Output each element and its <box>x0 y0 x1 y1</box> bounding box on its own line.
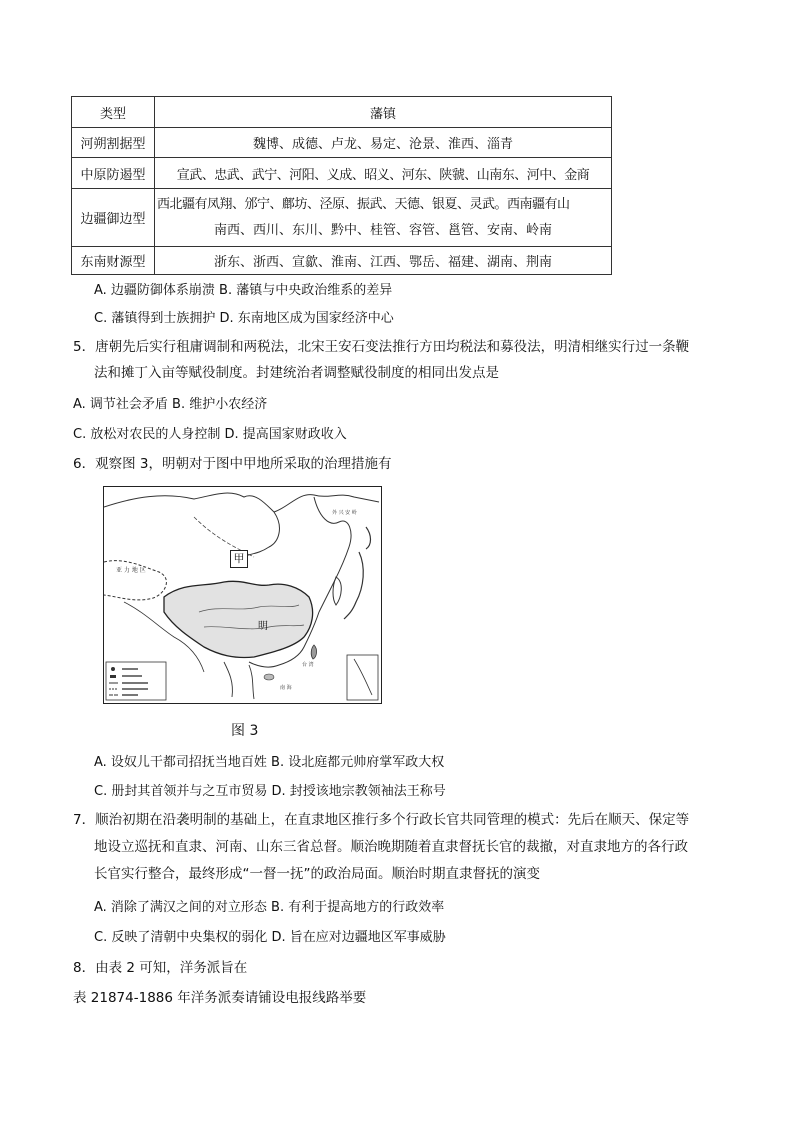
table-header-row <box>72 97 612 128</box>
table-row <box>72 247 612 275</box>
row-content-line: 南西、西川、东川、黔中、桂管、容管、邕管、安南、岭南 <box>213 222 552 238</box>
q7-stem-line3: 长官实行整合，最终形成“一督一抚”的政治局面。顺治时期直隶督抚的演变 <box>94 866 540 882</box>
map-label-ming: 明 <box>258 621 268 632</box>
q5-stem-line1: 5．唐朝先后实行租庸调制和两税法，北宋王安石变法推行方田均税法和募役法，明清相继实行过一条鞭 <box>73 339 690 355</box>
map-caption: 图 3 <box>231 723 259 739</box>
q5-option-ab: A. 调节社会矛盾 B. 维护小农经济 <box>73 397 268 412</box>
map-mark-jia: 甲 <box>230 550 248 568</box>
map-drawing <box>104 487 380 702</box>
table2-title: 表 21874-1886 年洋务派奏请铺设电报线路举要 <box>73 990 367 1006</box>
q8-stem: 8．由表 2 可知，洋务派旨在 <box>73 960 248 976</box>
table-row <box>72 158 612 189</box>
row-type: 中原防遏型 <box>72 158 155 189</box>
q7-option-ab: A. 消除了满汉之间的对立形态 B. 有利于提高地方的行政效率 <box>94 900 445 915</box>
map-label-sea: 南 海 <box>280 685 292 691</box>
q4-option-ab: A. 边疆防御体系崩溃 B. 藩镇与中央政治维系的差异 <box>94 283 393 298</box>
row-content: 浙东、浙西、宣歙、淮南、江西、鄂岳、福建、湖南、荆南 <box>155 247 612 275</box>
map-label-island: 台 湾 <box>302 662 314 668</box>
row-content: 魏博、成德、卢龙、易定、沧景、淮西、淄青 <box>155 128 612 158</box>
q7-stem-line1: 7．顺治初期在沿袭明制的基础上，在直隶地区推行多个行政长官共同管理的模式：先后在顺天、保定等 <box>73 812 690 828</box>
q4-option-cd: C. 藩镇得到士族拥护 D. 东南地区成为国家经济中心 <box>94 311 394 326</box>
table-row <box>72 128 612 158</box>
q5-stem-line2: 法和摊丁入亩等赋役制度。封建统治者调整赋役制度的相同出发点是 <box>94 365 499 381</box>
row-type: 河朔割据型 <box>72 128 155 158</box>
q7-stem-line2: 地设立巡抚和直隶、河南、山东三省总督。顺治晚期随着直隶督抚长官的裁撤，对直隶地方的各行政 <box>94 839 688 855</box>
row-type: 东南财源型 <box>72 247 155 275</box>
q6-stem: 6．观察图 3，明朝对于图中甲地所采取的治理措施有 <box>73 456 392 472</box>
q7-option-cd: C. 反映了清朝中央集权的弱化 D. 旨在应对边疆地区军事威胁 <box>94 930 446 945</box>
row-content <box>155 189 612 247</box>
row-type: 边疆御边型 <box>72 189 155 247</box>
map-label-west: 亚 力 地 区 <box>116 567 146 574</box>
map-figure <box>103 486 382 704</box>
q6-option-cd: C. 册封其首领并与之互市贸易 D. 封授该地宗教领袖法王称号 <box>94 784 446 799</box>
q6-option-ab: A. 设奴儿干都司招抚当地百姓 B. 设北庭都元帅府掌军政大权 <box>94 755 445 770</box>
q5-option-cd: C. 放松对农民的人身控制 D. 提高国家财政收入 <box>73 427 347 442</box>
map-label-north: 外 兴 安 岭 <box>332 510 357 516</box>
table-row <box>72 189 612 247</box>
row-content: 宣武、忠武、武宁、河阳、义成、昭义、河东、陕虢、山南东、河中、金商 <box>155 158 612 189</box>
header-fanzhen: 藩镇 <box>155 97 612 128</box>
header-type: 类型 <box>72 97 155 128</box>
fanzhen-table <box>71 96 612 275</box>
row-content-line: 西北疆有凤翔、邠宁、鄜坊、泾原、振武、天德、银夏、灵武。西南疆有山 <box>157 196 570 212</box>
